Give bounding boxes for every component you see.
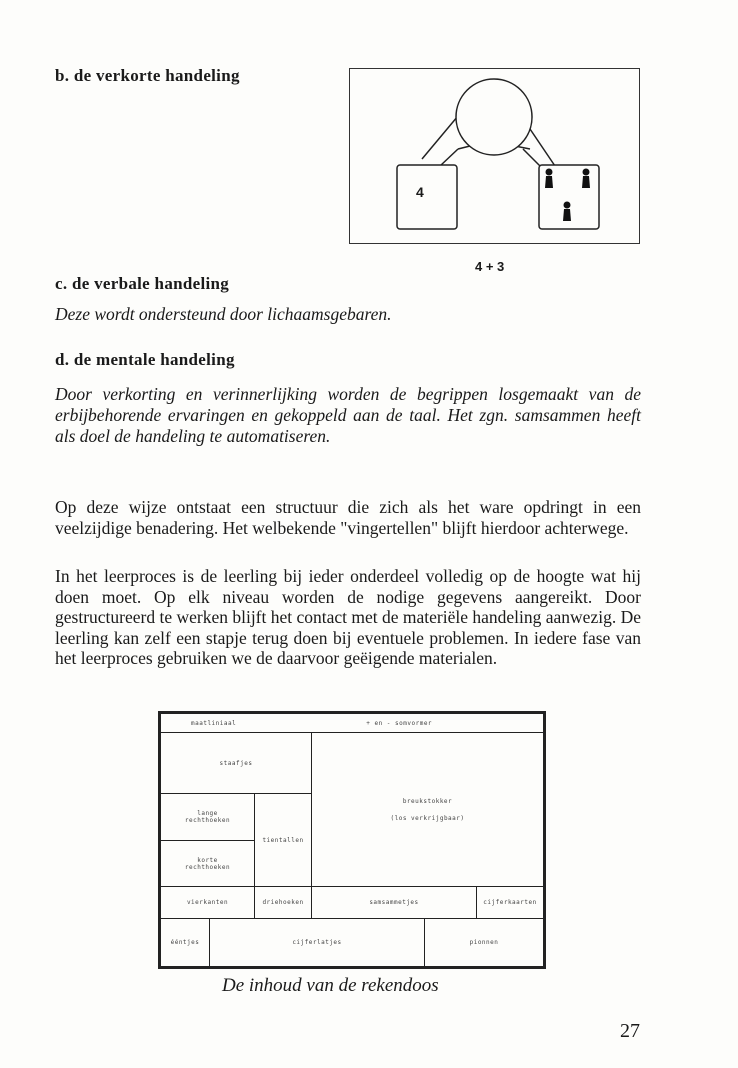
rekendoos-diagram	[158, 711, 546, 969]
section-d-heading: d. de mentale handeling	[55, 350, 235, 369]
pawn-icon	[563, 202, 571, 222]
breukstokker-label: breukstokker	[402, 797, 453, 805]
section-d-text: Door verkorting en verinnerlijking worden de begrippen losgemaakt van de erbijbehorende ervaringen en gekoppeld aan de taal. Het zgn. samsammen heeft als doel de handeling te automatiseren.	[55, 384, 641, 446]
section-b-heading: b. de verkorte handeling	[55, 66, 240, 85]
breukstokker-cell	[311, 732, 544, 887]
left-box-number: 4	[416, 184, 424, 200]
samsammetjes-cell: samsammetjes	[311, 886, 477, 919]
paragraph-2: In het leerproces is de leerling bij ieder onderdeel volledig op de hoogte wat hij doen moet. Op elk niveau worden de nodige gegevens aangereikt. Door gestructureerd te werken blijft het contact met de materiële handeling aanwezig. De leerling kan zelf een stapje terug doen bij eventuele problemen. In iedere fase van het leerproces gebruiken we de daarvoor geëigende materialen.	[55, 566, 641, 669]
driehoeken-cell: driehoeken	[254, 886, 312, 919]
vierkanten-cell: vierkanten	[160, 886, 255, 919]
paragraph-1: Op deze wijze ontstaat een structuur die zich als het ware opdringt in een veelzijdige benadering. Het welbekende "vingertellen" blijft hierdoor achterwege.	[55, 497, 641, 538]
cijferlatjes-cell: cijferlatjes	[209, 918, 425, 967]
pawn-icon	[582, 169, 590, 189]
section-c-text: Deze wordt ondersteund door lichaamsgebaren.	[55, 304, 392, 324]
maatliniaal-label: maatliniaal	[191, 719, 237, 727]
maatliniaal-row	[160, 713, 544, 733]
pawn-icon	[545, 169, 553, 189]
somvormer-label: + en - somvormer	[366, 719, 433, 727]
verkorte-handeling-figure	[349, 68, 640, 244]
los-verkrijgbaar-label: (los verkrijgbaar)	[390, 814, 465, 822]
board-diagram	[350, 69, 639, 243]
cijferkaarten-cell: cijferkaarten	[476, 886, 544, 919]
section-c-heading: c. de verbale handeling	[55, 274, 230, 293]
pionnen-cell: pionnen	[424, 918, 544, 967]
figure-caption: De inhoud van de rekendoos	[222, 975, 439, 996]
lange-rechthoeken-cell: lange rechthoeken	[160, 793, 255, 841]
tientallen-cell: tientallen	[254, 793, 312, 887]
sum-label: 4 + 3	[475, 259, 505, 274]
page-number: 27	[620, 1020, 640, 1042]
staafjes-cell: staafjes	[160, 732, 312, 794]
korte-rechthoeken-cell: korte rechthoeken	[160, 840, 255, 887]
eentjes-cell: ééntjes	[160, 918, 210, 967]
